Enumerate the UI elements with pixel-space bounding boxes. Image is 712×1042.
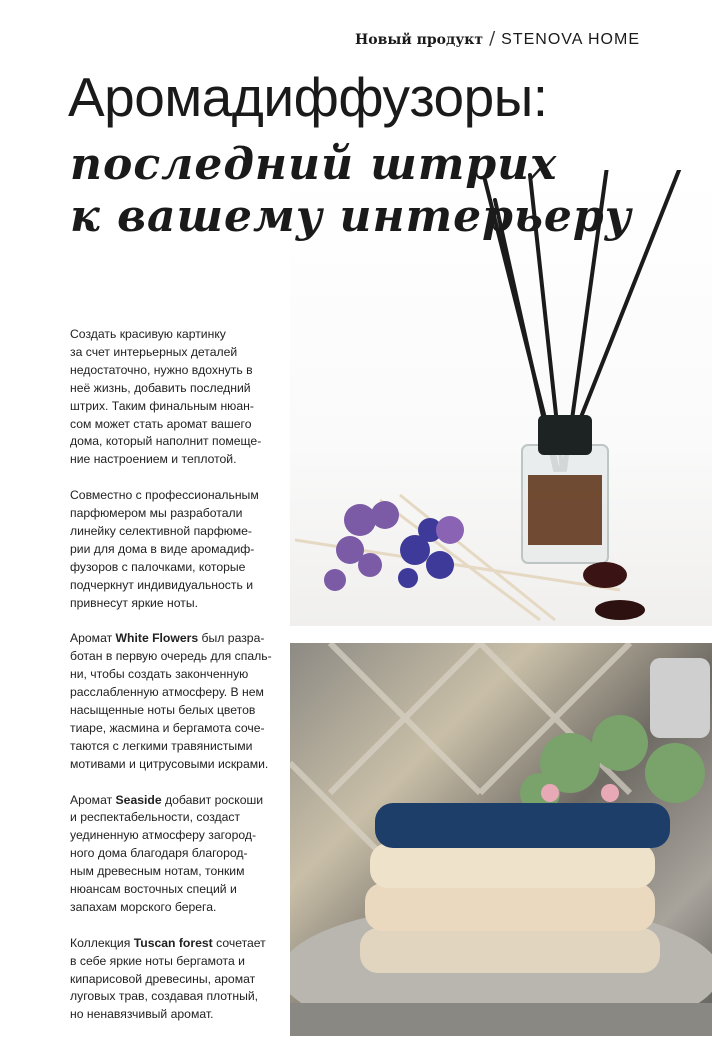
page-header: [355, 28, 640, 49]
body-text: таются с легкими травянистыми: [70, 738, 253, 753]
body-text: добавит роскоши: [161, 792, 264, 807]
body-text: штрих. Таким финальным нюан-: [70, 398, 254, 413]
body-text: рии для дома в виде аромадиф-: [70, 541, 255, 556]
body-text: линейку селективной парфюме-: [70, 523, 252, 538]
article-body: [70, 326, 290, 1042]
body-text: привнесут яркие ноты.: [70, 595, 198, 610]
body-text: ным древесным нотам, тонким: [70, 864, 245, 879]
body-paragraph: [70, 935, 290, 1025]
body-text: ни, чтобы создать законченную: [70, 667, 249, 682]
body-text: Совместно с профессиональным: [70, 488, 259, 503]
body-paragraph: [70, 326, 290, 469]
body-text: ного дома благодаря благород-: [70, 846, 248, 861]
product-name: Seaside: [115, 792, 162, 807]
body-text: Коллекция: [70, 935, 134, 950]
body-text: тиаре, жасмина и бергамота соче-: [70, 720, 265, 735]
body-text: был разра-: [198, 631, 265, 646]
article-title: Аромадиффузоры:: [68, 66, 548, 128]
body-text: дома, который наполнит помеще-: [70, 434, 262, 449]
product-name: White Flowers: [115, 631, 199, 646]
body-text: подчеркнут индивидуальность и: [70, 577, 254, 592]
body-text: мотивами и цитрусовыми искрами.: [70, 756, 269, 771]
body-paragraph: [70, 487, 290, 612]
body-text: неё жизнь, добавить последний: [70, 380, 251, 395]
body-text: луговых трав, создавая плотный,: [70, 989, 259, 1004]
body-text: нюансам восточных специй и: [70, 882, 237, 897]
body-text: в себе яркие ноты бергамота и: [70, 953, 245, 968]
body-text: Аромат: [70, 631, 116, 646]
body-text: расслабленную атмосферу. В нем: [70, 685, 264, 700]
header-separator: /: [489, 28, 496, 49]
article-subtitle-line-1: последний штрих: [70, 139, 558, 190]
towels-photo: [290, 643, 712, 1036]
body-text: кипарисовой древесины, аромат: [70, 971, 256, 986]
article-subtitle-line-2: к вашему интерьеру: [70, 191, 633, 242]
body-paragraph: [70, 630, 290, 773]
body-text: сочетает: [212, 935, 266, 950]
body-text: запахам морского берега.: [70, 899, 217, 914]
body-text: сом может стать аромат вашего: [70, 416, 252, 431]
body-text: фузоров с палочками, которые: [70, 559, 246, 574]
body-text: ботан в первую очередь для спаль-: [70, 649, 272, 664]
body-text: и респектабельности, создаст: [70, 810, 241, 825]
brand-label: STENOVA HOME: [501, 31, 640, 48]
body-text: недостаточно, нужно вдохнуть в: [70, 362, 253, 377]
body-text: за счет интерьерных деталей: [70, 344, 238, 359]
section-label: Новый продукт: [355, 32, 484, 48]
body-text: насыщенные ноты белых цветов: [70, 703, 256, 717]
body-text: Аромат: [70, 792, 116, 807]
product-name: Tuscan forest: [133, 935, 213, 950]
body-text: ние настроением и теплотой.: [70, 452, 237, 467]
body-text: но ненавязчивый аромат.: [70, 1007, 214, 1022]
body-text: уединенную атмосферу загород-: [70, 828, 257, 843]
body-text: парфюмером мы разработали: [70, 506, 243, 521]
body-text: Создать красивую картинку: [70, 327, 226, 341]
body-paragraph: [70, 792, 290, 917]
